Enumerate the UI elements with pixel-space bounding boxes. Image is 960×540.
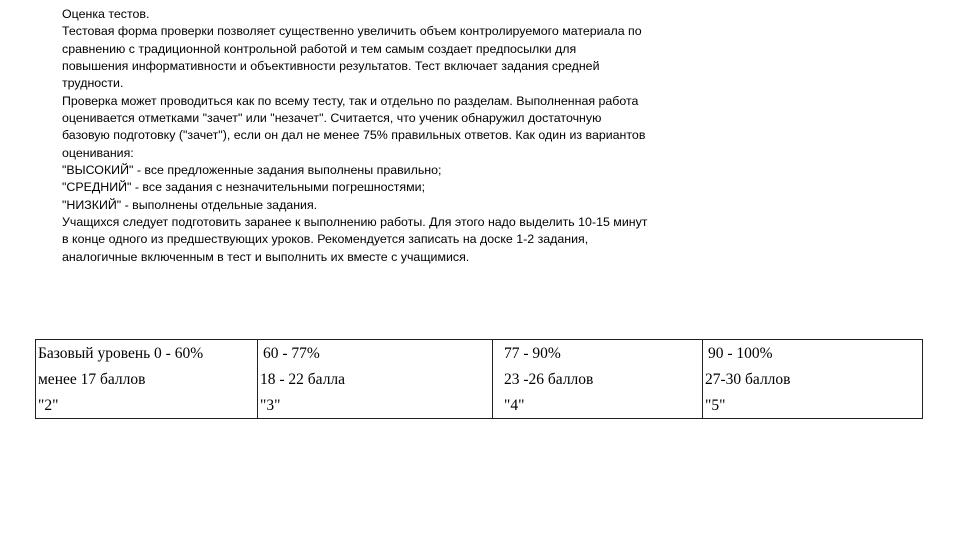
text-line: базовую подготовку ("зачет"), если он дал не менее 75% правильных ответов. Как один из вариантов (62, 128, 646, 143)
text-line: трудности. (62, 76, 124, 91)
level-high-line: "ВЫСОКИЙ" - все предложенные задания выполнены правильно; (62, 163, 442, 178)
grade-value: "2" (38, 397, 59, 414)
assessment-text (62, 6, 802, 266)
percent-range: Базовый уровень 0 - 60% (38, 345, 204, 362)
grade-value: "4" (504, 397, 525, 414)
text-line: в конце одного из предшествующих уроков. Рекомендуется записать на доске 1-2 задания, (62, 232, 589, 247)
grade-table (35, 339, 923, 419)
percent-range: 77 - 90% (504, 345, 561, 362)
points-range: 18 - 22 балла (260, 371, 346, 388)
grade-column-5 (703, 340, 923, 419)
table-row (36, 340, 923, 419)
text-line: Учащихся следует подготовить заранее к выполнению работы. Для этого надо выделить 10-15 минут (62, 215, 648, 230)
text-line: оценивается отметками "зачет" или "незачет". Считается, что ученик обнаружил достаточную (62, 111, 602, 126)
text-title: Оценка тестов. (62, 7, 150, 21)
grade-column-4 (493, 340, 703, 419)
level-medium-line: "СРЕДНИЙ" - все задания с незначительными погрешностями; (62, 180, 426, 195)
points-range: 27-30 баллов (705, 371, 791, 388)
text-line: Проверка может проводиться как по всему тесту, так и отдельно по разделам. Выполненная работа (62, 93, 639, 108)
points-range: 23 -26 баллов (504, 371, 594, 388)
percent-range: 60 - 77% (263, 345, 320, 362)
text-line: оценивания: (62, 145, 134, 160)
points-range: менее 17 баллов (38, 371, 146, 388)
grade-column-3 (258, 340, 493, 419)
grade-column-2 (36, 340, 258, 419)
text-line: Тестовая форма проверки позволяет существенно увеличить объем контролируемого материала по (62, 24, 642, 39)
level-low-line: "НИЗКИЙ" - выполнены отдельные задания. (62, 197, 318, 212)
text-line: повышения информативности и объективности результатов. Тест включает задания средней (62, 59, 600, 74)
text-line: сравнению с традиционной контрольной работой и тем самым создает предпосылки для (62, 41, 577, 56)
grade-value: "5" (705, 397, 726, 414)
percent-range: 90 - 100% (708, 345, 773, 362)
text-line: аналогичные включенным в тест и выполнить их вместе с учащимися. (62, 249, 470, 264)
grade-value: "3" (260, 397, 281, 414)
